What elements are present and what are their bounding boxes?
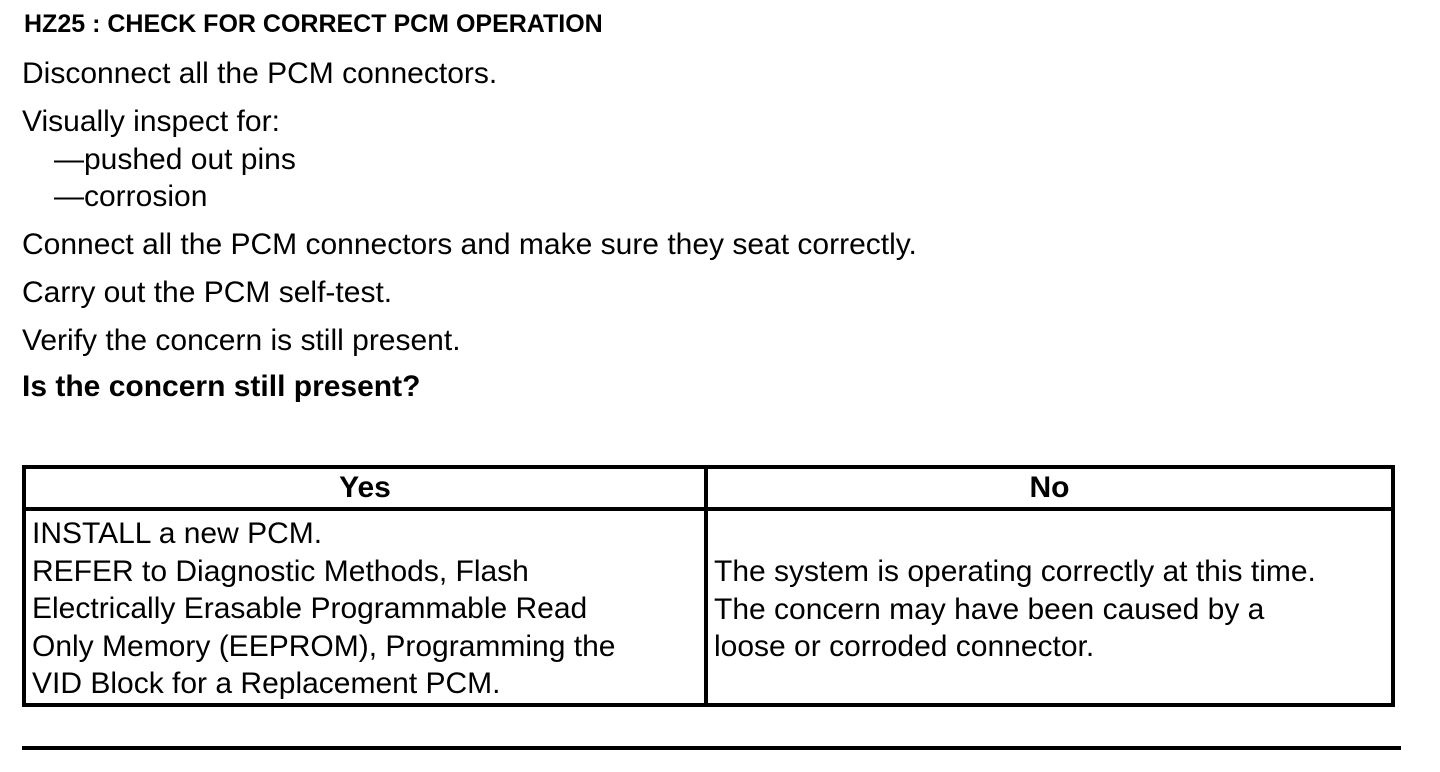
no-cell xyxy=(706,509,1393,705)
no-header: No xyxy=(706,467,1393,509)
yes-line: VID Block for a Replacement PCM. xyxy=(32,667,501,700)
yes-line: INSTALL a new PCM. xyxy=(32,517,323,550)
yes-cell xyxy=(24,509,706,705)
inspect-item-corrosion: —corrosion xyxy=(54,180,208,213)
question: Is the concern still present? xyxy=(22,370,421,403)
step-selftest: Carry out the PCM self-test. xyxy=(22,276,393,309)
bottom-divider xyxy=(22,746,1401,750)
page-title: HZ25 : CHECK FOR CORRECT PCM OPERATION xyxy=(24,10,603,38)
step-verify: Verify the concern is still present. xyxy=(22,324,461,357)
yes-header: Yes xyxy=(24,467,706,509)
yes-line: Electrically Erasable Programmable Read xyxy=(32,592,588,625)
no-line: The system is operating correctly at this time. xyxy=(714,555,1316,588)
step-disconnect: Disconnect all the PCM connectors. xyxy=(22,57,498,90)
yes-line: REFER to Diagnostic Methods, Flash xyxy=(32,554,529,588)
result-table xyxy=(22,465,1395,707)
table-row xyxy=(24,509,1393,705)
step-inspect: Visually inspect for: xyxy=(22,105,280,138)
no-line: loose or corroded connector. xyxy=(714,630,1095,663)
no-line: The concern may have been caused by a xyxy=(714,592,1265,626)
yes-line: Only Memory (EEPROM), Programming the xyxy=(32,629,616,663)
inspect-item-pins: —pushed out pins xyxy=(54,143,296,176)
table-header-row xyxy=(24,467,1393,509)
step-connect: Connect all the PCM connectors and make sure they seat correctly. xyxy=(22,228,917,261)
